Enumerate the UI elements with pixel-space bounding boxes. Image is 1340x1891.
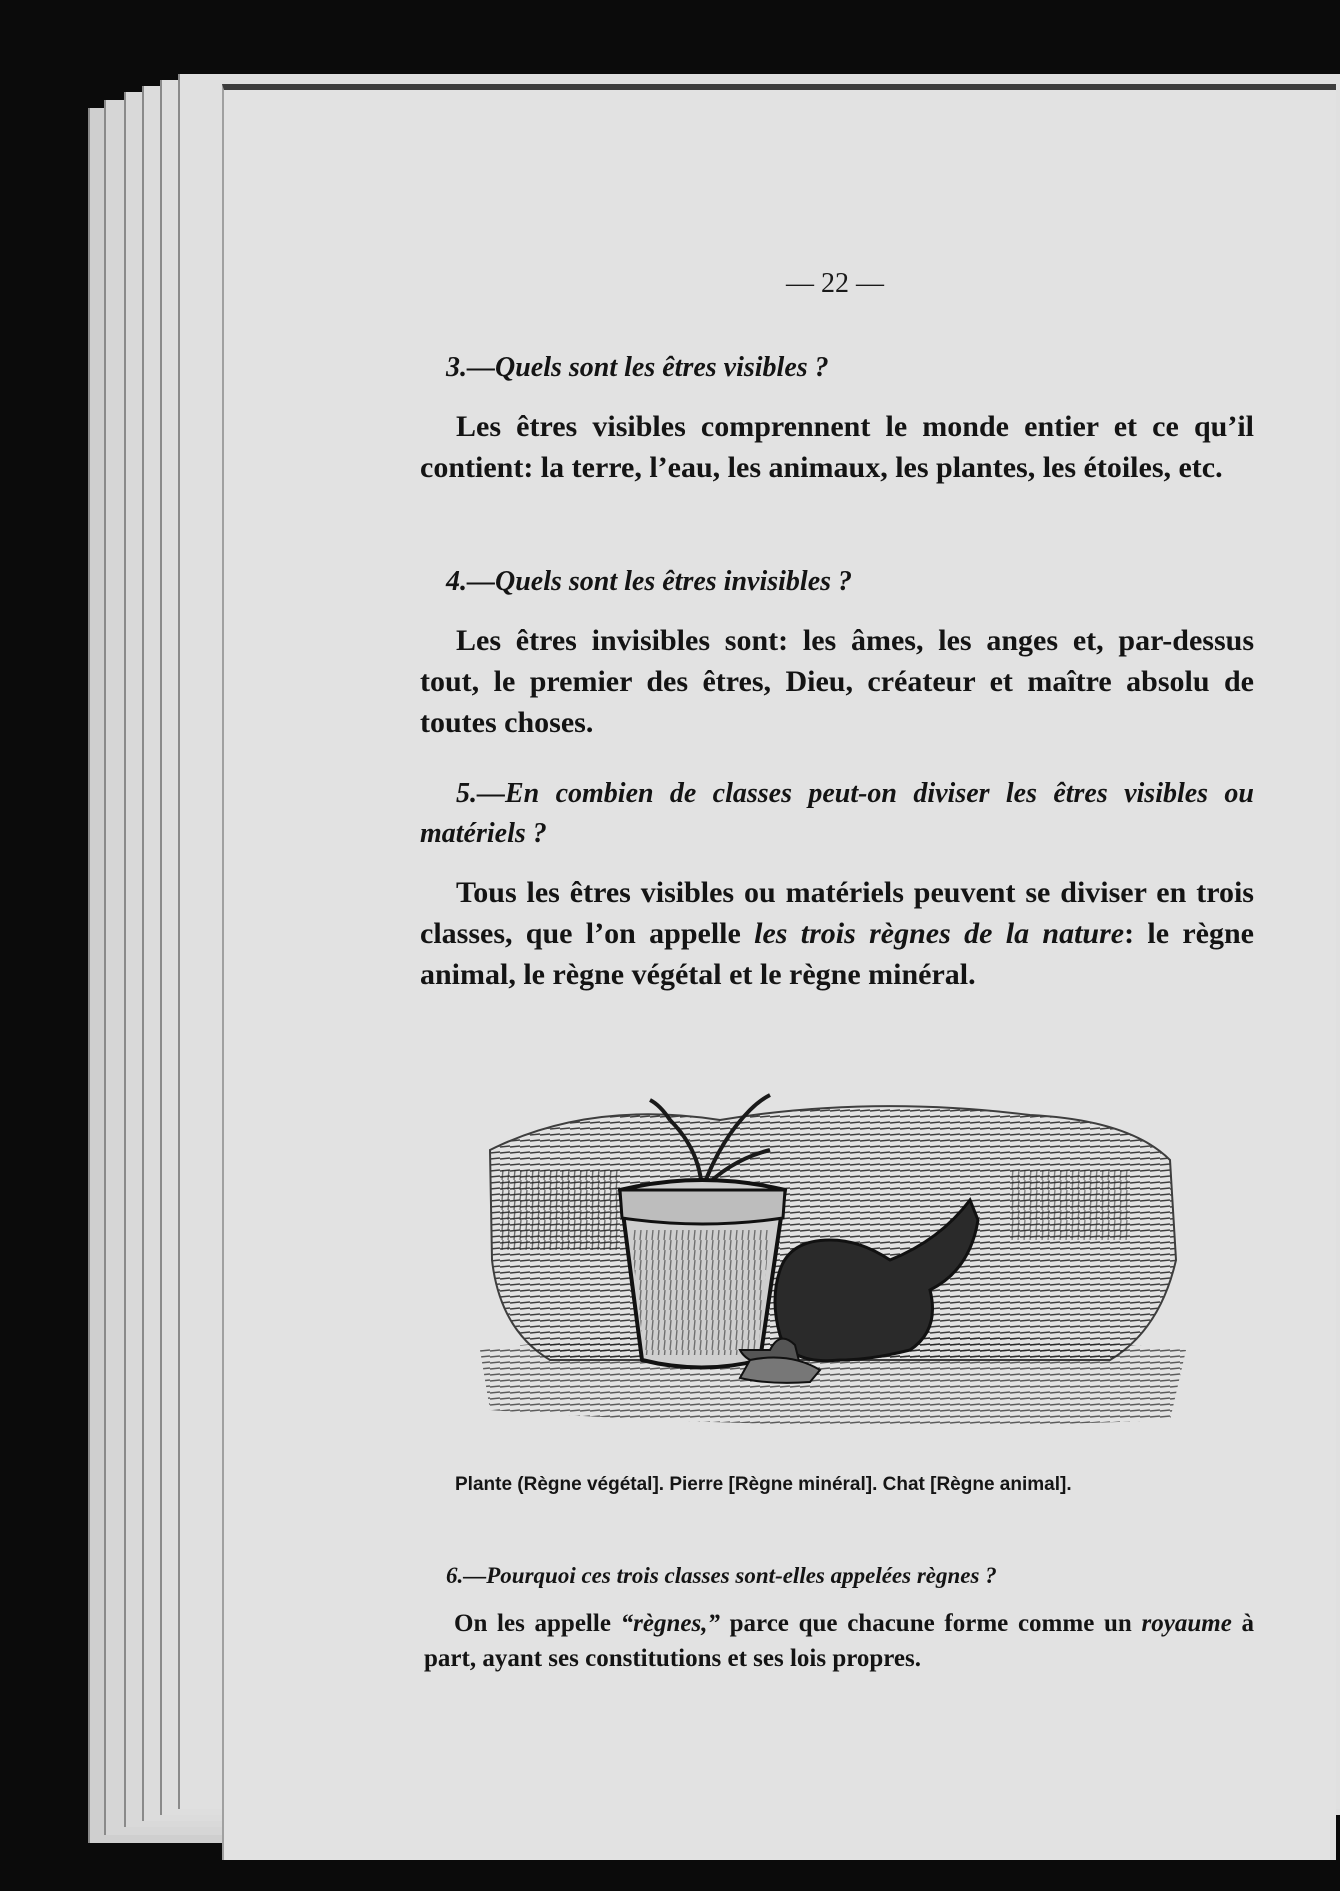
answer-6-text-middle: parce que chacune forme comme un [719, 1610, 1142, 1637]
illustration-plant-stone-cat [470, 1090, 1186, 1430]
question-4: 4.—Quels sont les êtres invisibles ? [446, 566, 853, 597]
answer-5-text: Tous les êtres visibles ou matériels peuvent se diviser en trois classes, que l’on appelle [420, 876, 1254, 950]
answer-6-text-end: à part, ayant ses constitutions et ses lois propres. [424, 1610, 1255, 1672]
question-6: 6.—Pourquoi ces trois classes sont-elles appelées règnes ? [446, 1563, 997, 1588]
answer-5 [420, 872, 1254, 995]
figure-caption: Plante (Règne végétal]. Pierre [Règne minéral]. Chat [Règne animal]. [455, 1474, 1072, 1495]
answer-6-emphasis: “règnes,” [620, 1610, 720, 1637]
answer-6 [424, 1606, 1254, 1676]
answer-3: Les êtres visibles comprennent le monde entier et ce qu’il contient: la terre, l’eau, les animaux, les plantes, les étoiles, etc. [420, 410, 1254, 484]
answer-6-emphasis-royaume: royaume [1141, 1610, 1232, 1637]
answer-4: Les êtres invisibles sont: les âmes, les anges et, par-dessus tout, le premier des êtres, Dieu, créateur et maître absolu de toutes choses. [420, 624, 1254, 739]
answer-5-text-end: : le règne animal, le règne végétal et le règne minéral. [420, 917, 1255, 991]
page-number: — 22 — [786, 268, 884, 299]
answer-6-text: On les appelle [454, 1610, 621, 1637]
question-5: 5.—En combien de classes peut-on diviser les êtres visibles ou matériels ? [420, 778, 1254, 849]
answer-5-emphasis: les trois règnes de la nature [754, 917, 1125, 950]
question-3: 3.—Quels sont les êtres visibles ? [446, 352, 829, 383]
